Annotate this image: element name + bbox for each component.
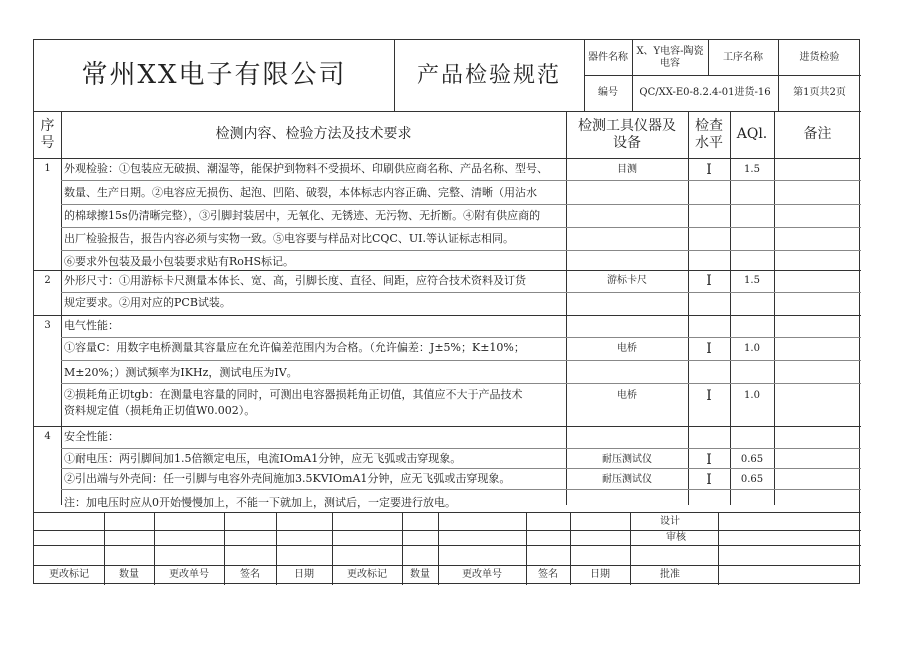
item-2-line-1: 外形尺寸：①用游标卡尺测量本体长、宽、高，引脚长度、直径、间距，应符合技术资料及订货 — [64, 274, 526, 287]
item-3b-tool: 电桥 — [617, 390, 637, 402]
grid-line — [61, 468, 861, 469]
grid-line — [61, 360, 861, 361]
grid-line — [154, 512, 155, 585]
item-4a-level: I — [706, 451, 712, 468]
item-3a-line-2: M±20%；）测试频率为IKHz，测试电压为IV。 — [64, 366, 298, 379]
column-remark: 备注 — [803, 126, 832, 143]
grid-line — [526, 512, 527, 585]
item-2-tool: 游标卡尺 — [607, 275, 647, 287]
grid-line — [61, 383, 861, 384]
grid-line — [34, 111, 861, 112]
approve-label: 批准 — [660, 568, 680, 580]
item-3b-aql: 1.0 — [744, 390, 760, 402]
grid-line — [584, 75, 861, 76]
item-3b-level: I — [706, 387, 712, 404]
number-value: QC/XX-E0-8.2.4-01进货-16 — [639, 87, 771, 99]
column-aql: AQl. — [736, 126, 768, 143]
grid-line — [570, 512, 571, 585]
grid-line — [34, 530, 861, 531]
grid-line — [394, 40, 395, 111]
grid-line — [61, 227, 861, 228]
grid-line — [34, 315, 861, 316]
item-1-line-4: 出厂检验报告，报告内容必须与实物一致。⑤电容要与样品对比CQC、UI.等认证标志相同。 — [64, 232, 514, 245]
grid-line — [34, 158, 861, 159]
item-1-line-3: 的棉球擦15s仍清晰完整），③引脚封装居中，无氧化、无锈迹、无污物、无折断。④附有供应商的 — [64, 209, 541, 222]
grid-line — [718, 512, 719, 585]
grid-line — [61, 489, 861, 490]
footer-quantity-2: 数量 — [410, 568, 430, 580]
grid-line — [774, 111, 775, 505]
item-1-aql: 1.5 — [744, 164, 760, 176]
item-3a-aql: 1.0 — [744, 343, 760, 355]
grid-line — [61, 250, 861, 251]
footer-sign-2: 签名 — [538, 568, 558, 580]
item-3b-line-1: ②损耗角正切tgb：在测量电容量的同时，可测出电容器损耗角正切值，其值应不大于产品技术 — [64, 388, 523, 401]
grid-line — [61, 337, 861, 338]
item-1-seq: 1 — [44, 163, 51, 175]
page-number: 第1页共2页 — [793, 87, 846, 99]
item-2-seq: 2 — [44, 275, 51, 287]
grid-line — [688, 111, 689, 505]
item-1-line-5: ⑥要求外包装及最小包装要求贴有RoHS标记。 — [64, 255, 295, 268]
grid-line — [438, 512, 439, 585]
footer-sign-1: 签名 — [240, 568, 260, 580]
grid-line — [34, 545, 861, 546]
grid-line — [34, 270, 861, 271]
item-4a-tool: 耐压测试仪 — [602, 454, 652, 466]
part-name-label: 器件名称 — [588, 51, 628, 63]
footer-change-no-1: 更改单号 — [169, 568, 209, 580]
item-2-line-2: 规定要求。②用对应的PCB试装。 — [64, 296, 231, 309]
part-name-value: X、Y电容-陶瓷电容 — [636, 46, 704, 69]
footer-change-no-2: 更改单号 — [462, 568, 502, 580]
grid-line — [566, 111, 567, 505]
grid-line — [104, 512, 105, 585]
item-4-seq: 4 — [44, 431, 51, 443]
grid-line — [61, 180, 861, 181]
company-name: 常州XX电子有限公司 — [81, 59, 347, 90]
grid-line — [332, 512, 333, 585]
note-text: 注：加电压时应从0开始慢慢加上，不能一下就加上，测试后，一定要进行放电。 — [64, 496, 456, 509]
grid-line — [276, 512, 277, 585]
item-3-line-1: 电气性能： — [64, 319, 119, 332]
grid-line — [708, 40, 709, 75]
item-3b-line-2: 资料规定值（损耗角正切值W0.002）。 — [64, 404, 256, 417]
grid-line — [730, 111, 731, 505]
item-3a-tool: 电桥 — [617, 343, 637, 355]
column-level: 检查水平 — [695, 118, 723, 151]
item-2-aql: 1.5 — [744, 275, 760, 287]
column-seq: 序号 — [40, 118, 55, 151]
item-4a-aql: 0.65 — [740, 454, 764, 466]
footer-change-mark-2: 更改标记 — [347, 568, 387, 580]
grid-line — [61, 204, 861, 205]
document-title: 产品检验规范 — [416, 62, 561, 88]
item-4b-tool: 耐压测试仪 — [602, 474, 652, 486]
item-4a-line-1: ①耐电压：两引脚间加1.5倍额定电压，电流IOmA1分钟，应无飞弧或击穿现象。 — [64, 452, 462, 465]
inspection-sheet — [33, 39, 860, 584]
item-4b-level: I — [706, 471, 712, 488]
review-label: 审核 — [666, 531, 686, 543]
item-3a-level: I — [706, 340, 712, 357]
grid-line — [224, 512, 225, 585]
item-3-seq: 3 — [44, 320, 51, 332]
grid-line — [34, 565, 861, 566]
item-2-level: I — [706, 272, 712, 289]
footer-date-2: 日期 — [590, 568, 610, 580]
item-4b-line-1: ②引出端与外壳间：任一引脚与电容外壳间施加3.5KVIOmA1分钟，应无飞弧或击穿现象。 — [64, 472, 511, 485]
footer-change-mark-1: 更改标记 — [49, 568, 89, 580]
design-label: 设计 — [660, 516, 680, 528]
column-content: 检测内容、检验方法及技术要求 — [215, 126, 412, 143]
number-label: 编号 — [598, 87, 618, 99]
item-3a-line-1: ①容量C：用数字电桥测量其容量应在允许偏差范围内为合格。（允许偏差：J±5%；K±10%； — [64, 341, 525, 354]
item-1-level: I — [706, 161, 712, 178]
grid-line — [34, 426, 861, 427]
grid-line — [61, 292, 861, 293]
grid-line — [34, 512, 861, 513]
grid-line — [61, 111, 62, 505]
item-1-line-1: 外观检验：①包装应无破损、潮湿等，能保护到物料不受损坏、印刷供应商名称、产品名称、型号、 — [64, 162, 548, 175]
footer-date-1: 日期 — [294, 568, 314, 580]
grid-line — [630, 512, 631, 585]
process-value: 进货检验 — [799, 51, 840, 63]
item-4b-aql: 0.65 — [740, 474, 764, 486]
grid-line — [61, 448, 861, 449]
grid-line — [402, 512, 403, 585]
footer-quantity-1: 数量 — [119, 568, 139, 580]
item-4-line-1: 安全性能： — [64, 430, 119, 443]
item-1-tool: 目测 — [617, 164, 637, 176]
process-label: 工序名称 — [723, 51, 763, 63]
column-tools: 检测工具仪器及设备 — [578, 118, 676, 151]
item-1-line-2: 数量、生产日期。②电容应无损伤、起泡、凹陷、破裂，本体标志内容正确、完整、清晰（用沾水 — [64, 186, 537, 199]
